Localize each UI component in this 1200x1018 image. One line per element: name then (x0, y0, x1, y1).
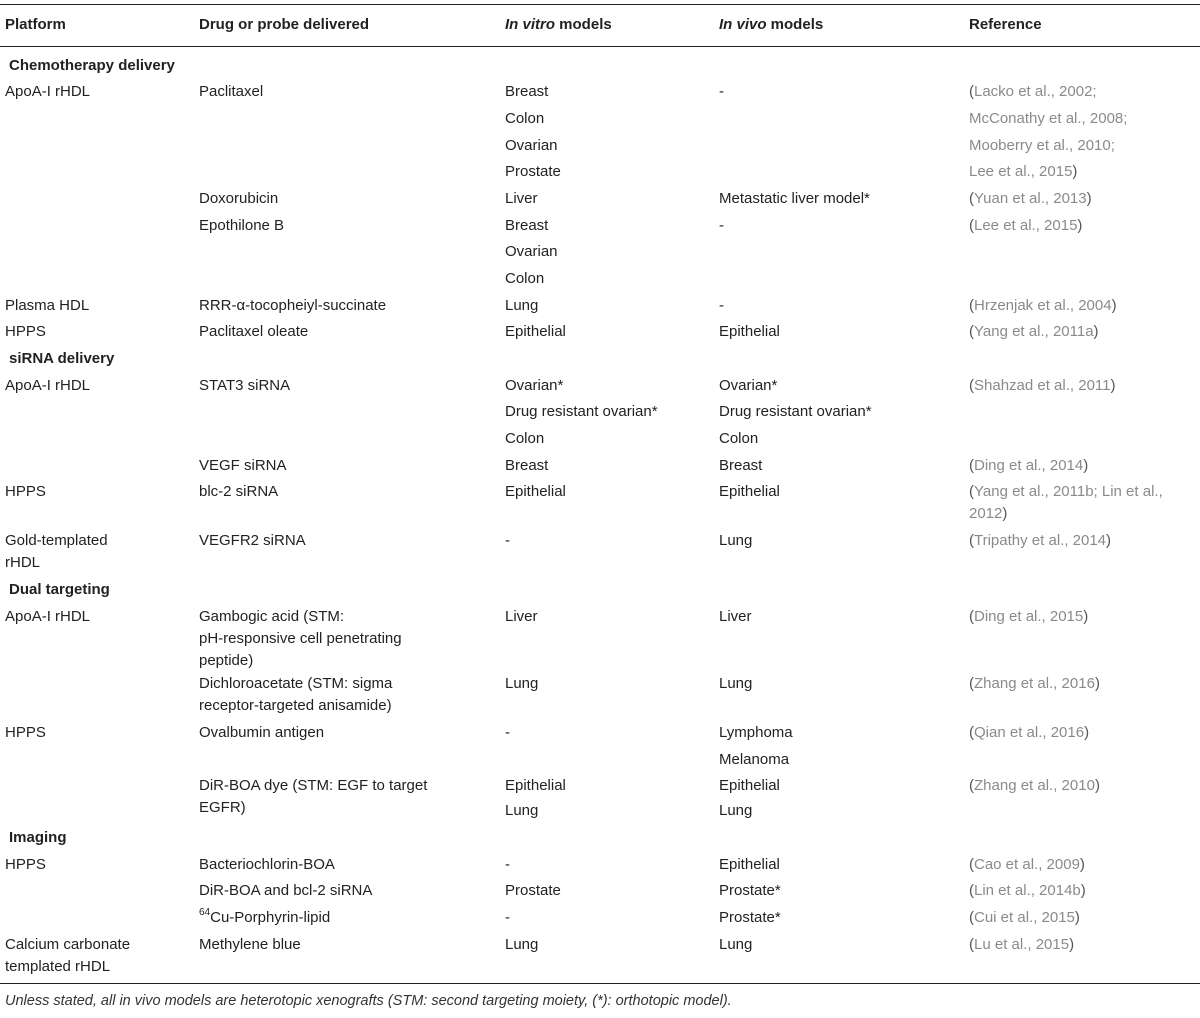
reference-link[interactable]: Zhang et al., 2016 (974, 675, 1095, 692)
reference-cell: (Lu et al., 2015) (969, 936, 1075, 953)
invitro-cell: Lung (505, 297, 539, 314)
drug-cell: Gambogic acid (STM: (199, 608, 345, 625)
drug-name: Cu-Porphyrin-lipid (210, 909, 331, 926)
invivo-cell: Colon (719, 430, 759, 447)
platform-cell: Calcium carbonate (5, 936, 131, 953)
header-in-vitro (505, 14, 612, 36)
drug-cell: peptide) (199, 652, 254, 669)
reference-cell (969, 135, 1115, 157)
invitro-cell: - (505, 856, 510, 873)
invivo-cell: Epithelial (719, 483, 780, 500)
drug-cell: Paclitaxel (199, 83, 264, 100)
invitro-cell: Ovarian* (505, 377, 564, 394)
invitro-cell: Lung (505, 675, 539, 692)
section-dual-targeting: Dual targeting (9, 581, 110, 598)
invitro-cell: - (505, 532, 510, 549)
invitro-cell: Colon (505, 110, 545, 127)
reference-cell: (Qian et al., 2016) (969, 724, 1090, 741)
invitro-cell: Breast (505, 457, 549, 474)
reference-link[interactable]: Yuan et al., 2013 (974, 190, 1087, 207)
invivo-cell: Melanoma (719, 751, 790, 768)
drug-cell: EGFR) (199, 799, 246, 816)
reference-link[interactable]: Qian et al., 2016 (974, 724, 1085, 741)
drug-cell: receptor-targeted anisamide) (199, 697, 392, 714)
platform-cell: HPPS (5, 483, 46, 500)
platform-cell: ApoA-I rHDL (5, 83, 91, 100)
reference-link[interactable]: Cui et al., 2015 (974, 909, 1075, 926)
platform-cell: Plasma HDL (5, 297, 90, 314)
header-platform: Platform (5, 16, 66, 33)
platform-cell: HPPS (5, 323, 46, 340)
drug-cell: Epothilone B (199, 217, 285, 234)
platform-cell: HPPS (5, 856, 46, 873)
invitro-cell: Prostate (505, 882, 561, 899)
reference-link[interactable]: Hrzenjak et al., 2004 (974, 297, 1112, 314)
drug-cell: Ovalbumin antigen (199, 724, 325, 741)
header-in-vivo (719, 14, 823, 36)
reference-cell: (Ding et al., 2015) (969, 608, 1089, 625)
reference-cell: (Zhang et al., 2016) (969, 675, 1100, 692)
invitro-cell: Lung (505, 802, 539, 819)
drug-cell: VEGFR2 siRNA (199, 532, 306, 549)
invitro-cell: Prostate (505, 163, 561, 180)
invivo-cell: Metastatic liver model* (719, 190, 870, 207)
reference-link[interactable]: Tripathy et al., 2014 (974, 532, 1107, 549)
invivo-cell: Lung (719, 802, 753, 819)
drug-cell: pH-responsive cell penetrating (199, 630, 402, 647)
drug-cell: blc-2 siRNA (199, 483, 279, 500)
invitro-cell: Epithelial (505, 777, 566, 794)
header-in-vivo-em: In vivo (719, 16, 767, 33)
bottom-rule (0, 983, 1200, 984)
platform-cell: ApoA-I rHDL (5, 377, 91, 394)
section-sirna: siRNA delivery (9, 350, 115, 367)
reference-link[interactable]: McConathy et al., 2008; (969, 110, 1128, 127)
reference-link[interactable]: 2012 (969, 505, 1003, 522)
top-rule (0, 4, 1200, 5)
invitro-cell: Lung (505, 936, 539, 953)
invitro-cell: Ovarian (505, 137, 558, 154)
invivo-cell: Epithelial (719, 323, 780, 340)
invivo-cell: Epithelial (719, 777, 780, 794)
reference-link[interactable]: Lin et al., 2014b (974, 882, 1081, 899)
invivo-cell: Lung (719, 936, 753, 953)
header-rule (0, 46, 1200, 47)
header-reference: Reference (969, 16, 1042, 33)
invivo-cell: Lung (719, 675, 753, 692)
invivo-cell: Liver (719, 608, 752, 625)
reference-cell: (Yang et al., 2011b; Lin et al., (969, 483, 1163, 500)
invivo-cell: Breast (719, 457, 763, 474)
platform-cell: HPPS (5, 724, 46, 741)
reference-cell: (Ding et al., 2014) (969, 457, 1089, 474)
reference-cell: (Yang et al., 2011a) (969, 323, 1099, 340)
invitro-cell: Colon (505, 430, 545, 447)
reference-cell: (Yuan et al., 2013) (969, 190, 1092, 207)
reference-link[interactable]: Cao et al., 2009 (974, 856, 1080, 873)
drug-cell: RRR-α-tocopheiyl-succinate (199, 297, 387, 314)
drug-cell: DiR-BOA and bcl-2 siRNA (199, 882, 373, 899)
reference-cell: (Lin et al., 2014b) (969, 882, 1086, 899)
reference-cell (969, 108, 1127, 130)
invitro-cell: - (505, 909, 510, 926)
platform-cell: templated rHDL (5, 958, 111, 975)
invitro-cell: Drug resistant ovarian* (505, 403, 658, 420)
invivo-cell: - (719, 217, 724, 234)
invitro-cell: Epithelial (505, 483, 566, 500)
invivo-cell: Drug resistant ovarian* (719, 403, 872, 420)
reference-link[interactable]: Zhang et al., 2010 (974, 777, 1095, 794)
invitro-cell: Epithelial (505, 323, 566, 340)
reference-link[interactable]: Lee et al., 2015 (969, 163, 1073, 180)
reference-link[interactable]: Mooberry et al., 2010; (969, 137, 1115, 154)
header-in-vitro-rest: models (555, 16, 612, 33)
invivo-cell: Prostate* (719, 909, 781, 926)
drug-cell: DiR-BOA dye (STM: EGF to target (199, 777, 428, 794)
drug-cell: VEGF siRNA (199, 457, 287, 474)
platform-cell: rHDL (5, 554, 41, 571)
invivo-cell: - (719, 83, 724, 100)
reference-cell: (Lee et al., 2015) (969, 217, 1083, 234)
platform-cell: Gold-templated (5, 532, 108, 549)
reference-link[interactable]: Ding et al., 2015 (974, 608, 1084, 625)
invivo-cell: Epithelial (719, 856, 780, 873)
invitro-cell: Colon (505, 270, 545, 287)
invivo-cell: Ovarian* (719, 377, 778, 394)
reference-link[interactable]: Ding et al., 2014 (974, 457, 1084, 474)
reference-link[interactable]: Lee et al., 2015 (974, 217, 1078, 234)
reference-cell: Lee et al., 2015) (969, 163, 1078, 180)
drug-cell (199, 907, 330, 929)
header-in-vivo-rest: models (766, 16, 824, 33)
drug-cell: Doxorubicin (199, 190, 279, 207)
reference-cell: (Cui et al., 2015) (969, 909, 1080, 926)
reference-cell: (Cao et al., 2009) (969, 856, 1085, 873)
invitro-cell: Breast (505, 83, 549, 100)
invivo-cell: Prostate* (719, 882, 781, 899)
reference-cell: (Hrzenjak et al., 2004) (969, 297, 1117, 314)
reference-link[interactable]: Yang et al., 2011b; Lin et al., (974, 483, 1163, 500)
reference-link[interactable]: Shahzad et al., 2011 (974, 377, 1111, 394)
reference-link[interactable]: Yang et al., 2011a (974, 323, 1094, 340)
reference-cell: 2012) (969, 505, 1008, 522)
isotope-superscript: 64 (199, 907, 211, 918)
header-in-vitro-em: In vitro (505, 16, 556, 33)
header-drug: Drug or probe delivered (199, 16, 370, 33)
reference-link[interactable]: Lacko et al., 2002; (974, 83, 1097, 100)
reference-link[interactable]: Lu et al., 2015 (974, 936, 1070, 953)
drug-cell: Paclitaxel oleate (199, 323, 309, 340)
invitro-cell: Ovarian (505, 243, 558, 260)
drug-cell: STAT3 siRNA (199, 377, 291, 394)
invitro-cell: Liver (505, 608, 538, 625)
invitro-cell: Breast (505, 217, 549, 234)
reference-cell: (Zhang et al., 2010) (969, 777, 1100, 794)
invivo-cell: Lung (719, 532, 753, 549)
drug-cell: Methylene blue (199, 936, 301, 953)
drug-cell: Bacteriochlorin-BOA (199, 856, 335, 873)
reference-cell: (Shahzad et al., 2011) (969, 377, 1116, 394)
invitro-cell: - (505, 724, 510, 741)
invitro-cell: Liver (505, 190, 538, 207)
section-chemotherapy: Chemotherapy delivery (9, 57, 175, 74)
platform-cell: ApoA-I rHDL (5, 608, 91, 625)
invivo-cell: - (719, 297, 724, 314)
section-imaging: Imaging (9, 829, 67, 846)
reference-cell: (Lacko et al., 2002; (969, 83, 1097, 100)
invivo-cell: Lymphoma (719, 724, 793, 741)
table-footnote: Unless stated, all in vivo models are heterotopic xenografts (STM: second targeting moiety, (*): orthotopic model). (5, 993, 732, 1009)
reference-cell: (Tripathy et al., 2014) (969, 532, 1112, 549)
drug-cell: Dichloroacetate (STM: sigma (199, 675, 393, 692)
